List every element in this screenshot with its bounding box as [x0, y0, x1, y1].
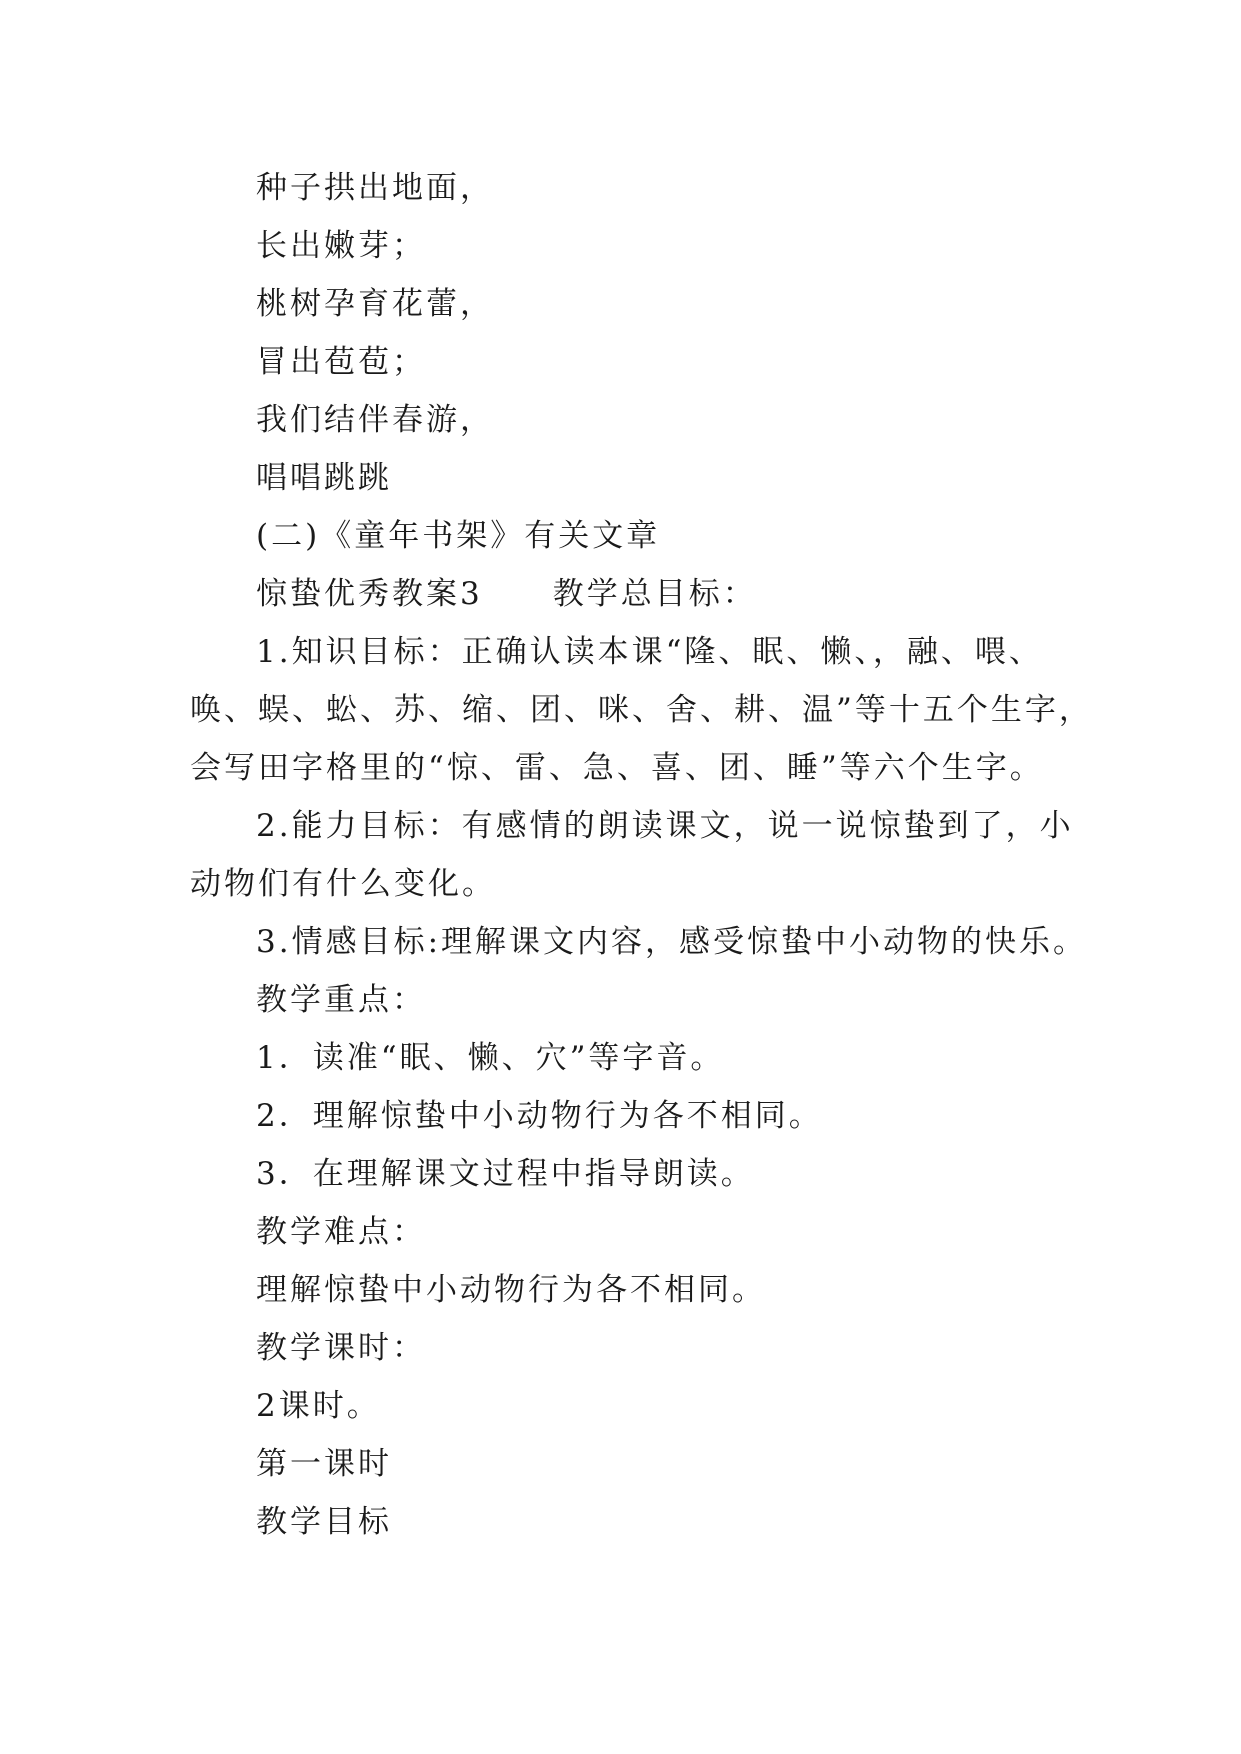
- heading-class-hours: 教学课时：: [256, 1330, 426, 1366]
- paragraph-line: 理解惊蛰中小动物行为各不相同。: [256, 1272, 766, 1308]
- poem-line: 种子拱出地面，: [256, 170, 494, 206]
- paragraph-line: 2.能力目标：有感情的朗读课文，说一说惊蛰到了，小: [256, 808, 1074, 844]
- poem-line: 长出嫩芽；: [256, 228, 426, 264]
- overall-goal-heading: 教学总目标：: [552, 576, 757, 612]
- paragraph-line: 1.知识目标：正确认读本课“隆、眠、懒、，融、喂、: [256, 634, 1043, 670]
- heading-difficulties: 教学难点：: [256, 1214, 426, 1250]
- paragraph-line: 会写田字格里的“惊、雷、急、喜、团、睡”等六个生字。: [190, 750, 1044, 786]
- list-item: 3．在理解课文过程中指导朗读。: [256, 1156, 755, 1192]
- paragraph-line: 动物们有什么变化。: [190, 866, 496, 902]
- section-heading: (二)《童年书架》有关文章: [256, 518, 661, 554]
- list-item: 1．读准“眠、懒、穴”等字音。: [256, 1040, 725, 1076]
- heading-first-lesson: 第一课时: [256, 1446, 392, 1482]
- heading-key-points: 教学重点：: [256, 982, 426, 1018]
- lesson-title: 惊蛰优秀教案3: [256, 576, 483, 612]
- paragraph-line: 2课时。: [256, 1388, 381, 1424]
- paragraph-line: 3.情感目标:理解课文内容，感受惊蛰中小动物的快乐。: [256, 924, 1088, 960]
- poem-line: 冒出苞苞；: [256, 344, 426, 380]
- heading-teaching-goals: 教学目标: [256, 1504, 392, 1540]
- paragraph-line: 唤、蜈、蚣、苏、缩、团、咪、舍、耕、温”等十五个生字，: [190, 692, 1093, 728]
- list-item: 2．理解惊蛰中小动物行为各不相同。: [256, 1098, 823, 1134]
- poem-line: 我们结伴春游，: [256, 402, 494, 438]
- poem-line: 桃树孕育花蕾，: [256, 286, 494, 322]
- lesson-title-line: [256, 574, 757, 614]
- poem-line: 唱唱跳跳: [256, 460, 392, 496]
